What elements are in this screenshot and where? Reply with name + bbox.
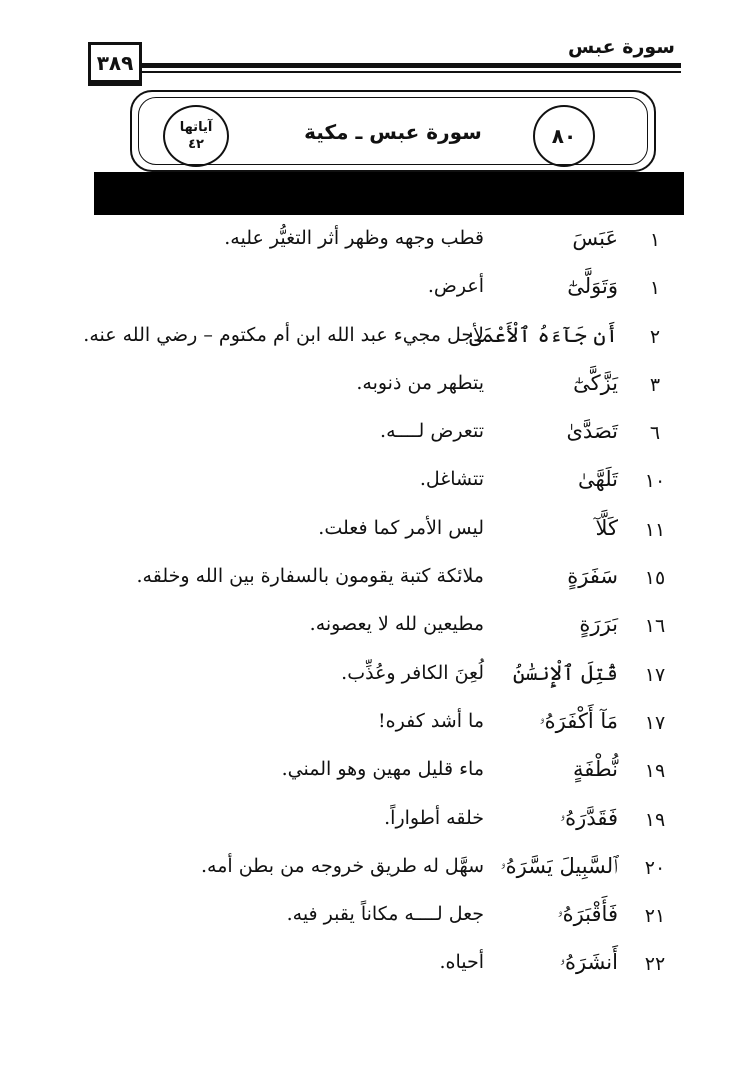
quran-word: أَن جَآءَهُ ٱلْأَعْمَىٰ [469, 322, 618, 347]
surah-number: ٨٠ [551, 124, 577, 148]
surah-title: سورة عبس ـ مكية [304, 120, 482, 144]
quran-word: عَبَسَ [572, 226, 618, 250]
verse-number: ١٩ [644, 808, 666, 831]
quran-word: فَقَدَّرَهُۥ [559, 805, 618, 830]
quran-word: أَنشَرَهُۥ [559, 950, 618, 975]
list-item [0, 604, 755, 652]
word-meaning: ما أشد كفره! [378, 709, 484, 732]
word-meaning: مطيعين لله لا يعصونه. [309, 613, 484, 636]
verse-number: ٢٠ [644, 856, 666, 879]
section-header-bar [94, 172, 684, 215]
quran-word: تَصَدَّىٰ [566, 419, 618, 444]
word-meaning: ماء قليل مهين وهو المني. [281, 758, 484, 781]
page-number-box [88, 42, 142, 86]
verse-number: ١٦ [644, 615, 666, 638]
verse-number: ٣ [649, 373, 661, 396]
quran-word: قُتِلَ ٱلْإِنسَٰنُ [512, 660, 618, 685]
quran-word: سَفَرَةٍ [567, 564, 618, 589]
page-number: ٣٨٩ [96, 50, 134, 75]
quran-word: كَلَّآ [595, 515, 618, 540]
list-item [0, 411, 755, 459]
verse-number: ٦ [649, 422, 661, 445]
quran-word: يَزَّكَّىٰٓ [573, 370, 618, 395]
verse-number: ٢ [649, 325, 661, 348]
verse-number: ٢١ [644, 905, 666, 928]
header-rule-thick [140, 63, 681, 68]
quran-word: مَآ أَكْفَرَهُۥ [539, 708, 618, 733]
surah-banner [130, 90, 656, 172]
list-item [0, 701, 755, 749]
running-title: سورة عبس [568, 36, 675, 58]
list-item [0, 798, 755, 846]
list-item [0, 508, 755, 556]
verse-number: ١٠ [644, 470, 666, 493]
quran-word: تَلَهَّىٰ [578, 467, 618, 492]
ayat-count: ٤٢ [188, 137, 204, 152]
verse-number: ١ [649, 229, 661, 251]
word-meaning: سهَّل له طريق خروجه من بطن أمه. [200, 854, 484, 877]
list-item [0, 749, 755, 797]
quran-word: وَتَوَلَّىٰٓ [567, 274, 618, 299]
ayat-count-circle [163, 105, 229, 167]
list-item [0, 846, 755, 894]
quran-word: بَرَرَةٍ [579, 612, 618, 637]
word-meaning: لُعِنَ الكافر وعُذِّب. [341, 661, 484, 684]
ayat-label: آياتها [179, 120, 213, 135]
quran-word: فَأَقْبَرَهُۥ [557, 902, 618, 927]
verse-number: ١ [649, 277, 661, 300]
verse-number: ١١ [644, 518, 666, 541]
list-item [0, 653, 755, 701]
word-meaning: يتطهر من ذنوبه. [356, 371, 484, 394]
list-item [0, 363, 755, 411]
list-item [0, 894, 755, 942]
quran-word: ٱلسَّبِيلَ يَسَّرَهُۥ [500, 853, 618, 878]
verse-number: ١٧ [644, 663, 666, 686]
verse-number: ١٥ [644, 567, 666, 590]
list-item [0, 459, 755, 507]
word-meaning: جعل لــــه مكاناً يقبر فيه. [286, 903, 484, 926]
list-item [0, 218, 755, 266]
word-meaning: خلقه أطواراً. [384, 806, 484, 829]
word-meaning: ملائكة كتبة يقومون بالسفارة بين الله وخلقه. [136, 565, 484, 588]
verse-number: ١٩ [644, 760, 666, 783]
list-item [0, 556, 755, 604]
word-meaning: تتشاغل. [419, 468, 484, 491]
vocabulary-list [0, 218, 755, 991]
word-meaning: أعرض. [427, 275, 484, 298]
surah-banner-inner-frame [138, 97, 648, 165]
header-rule-thin [140, 71, 681, 73]
word-meaning: لأجل مجيء عبد الله ابن أم مكتوم – رضي الله عنه. [83, 323, 484, 346]
list-item [0, 942, 755, 990]
word-meaning: أحياه. [439, 951, 484, 974]
verse-number: ٢٢ [644, 953, 666, 976]
word-meaning: قطب وجهه وظهر أثر التغيُّر عليه. [224, 227, 484, 249]
word-meaning: تتعرض لــــه. [380, 420, 484, 443]
word-meaning: ليس الأمر كما فعلت. [318, 516, 484, 539]
quran-word: نُّطْفَةٍ [573, 757, 618, 782]
list-item [0, 315, 755, 363]
verse-number: ١٧ [644, 711, 666, 734]
list-item [0, 266, 755, 314]
